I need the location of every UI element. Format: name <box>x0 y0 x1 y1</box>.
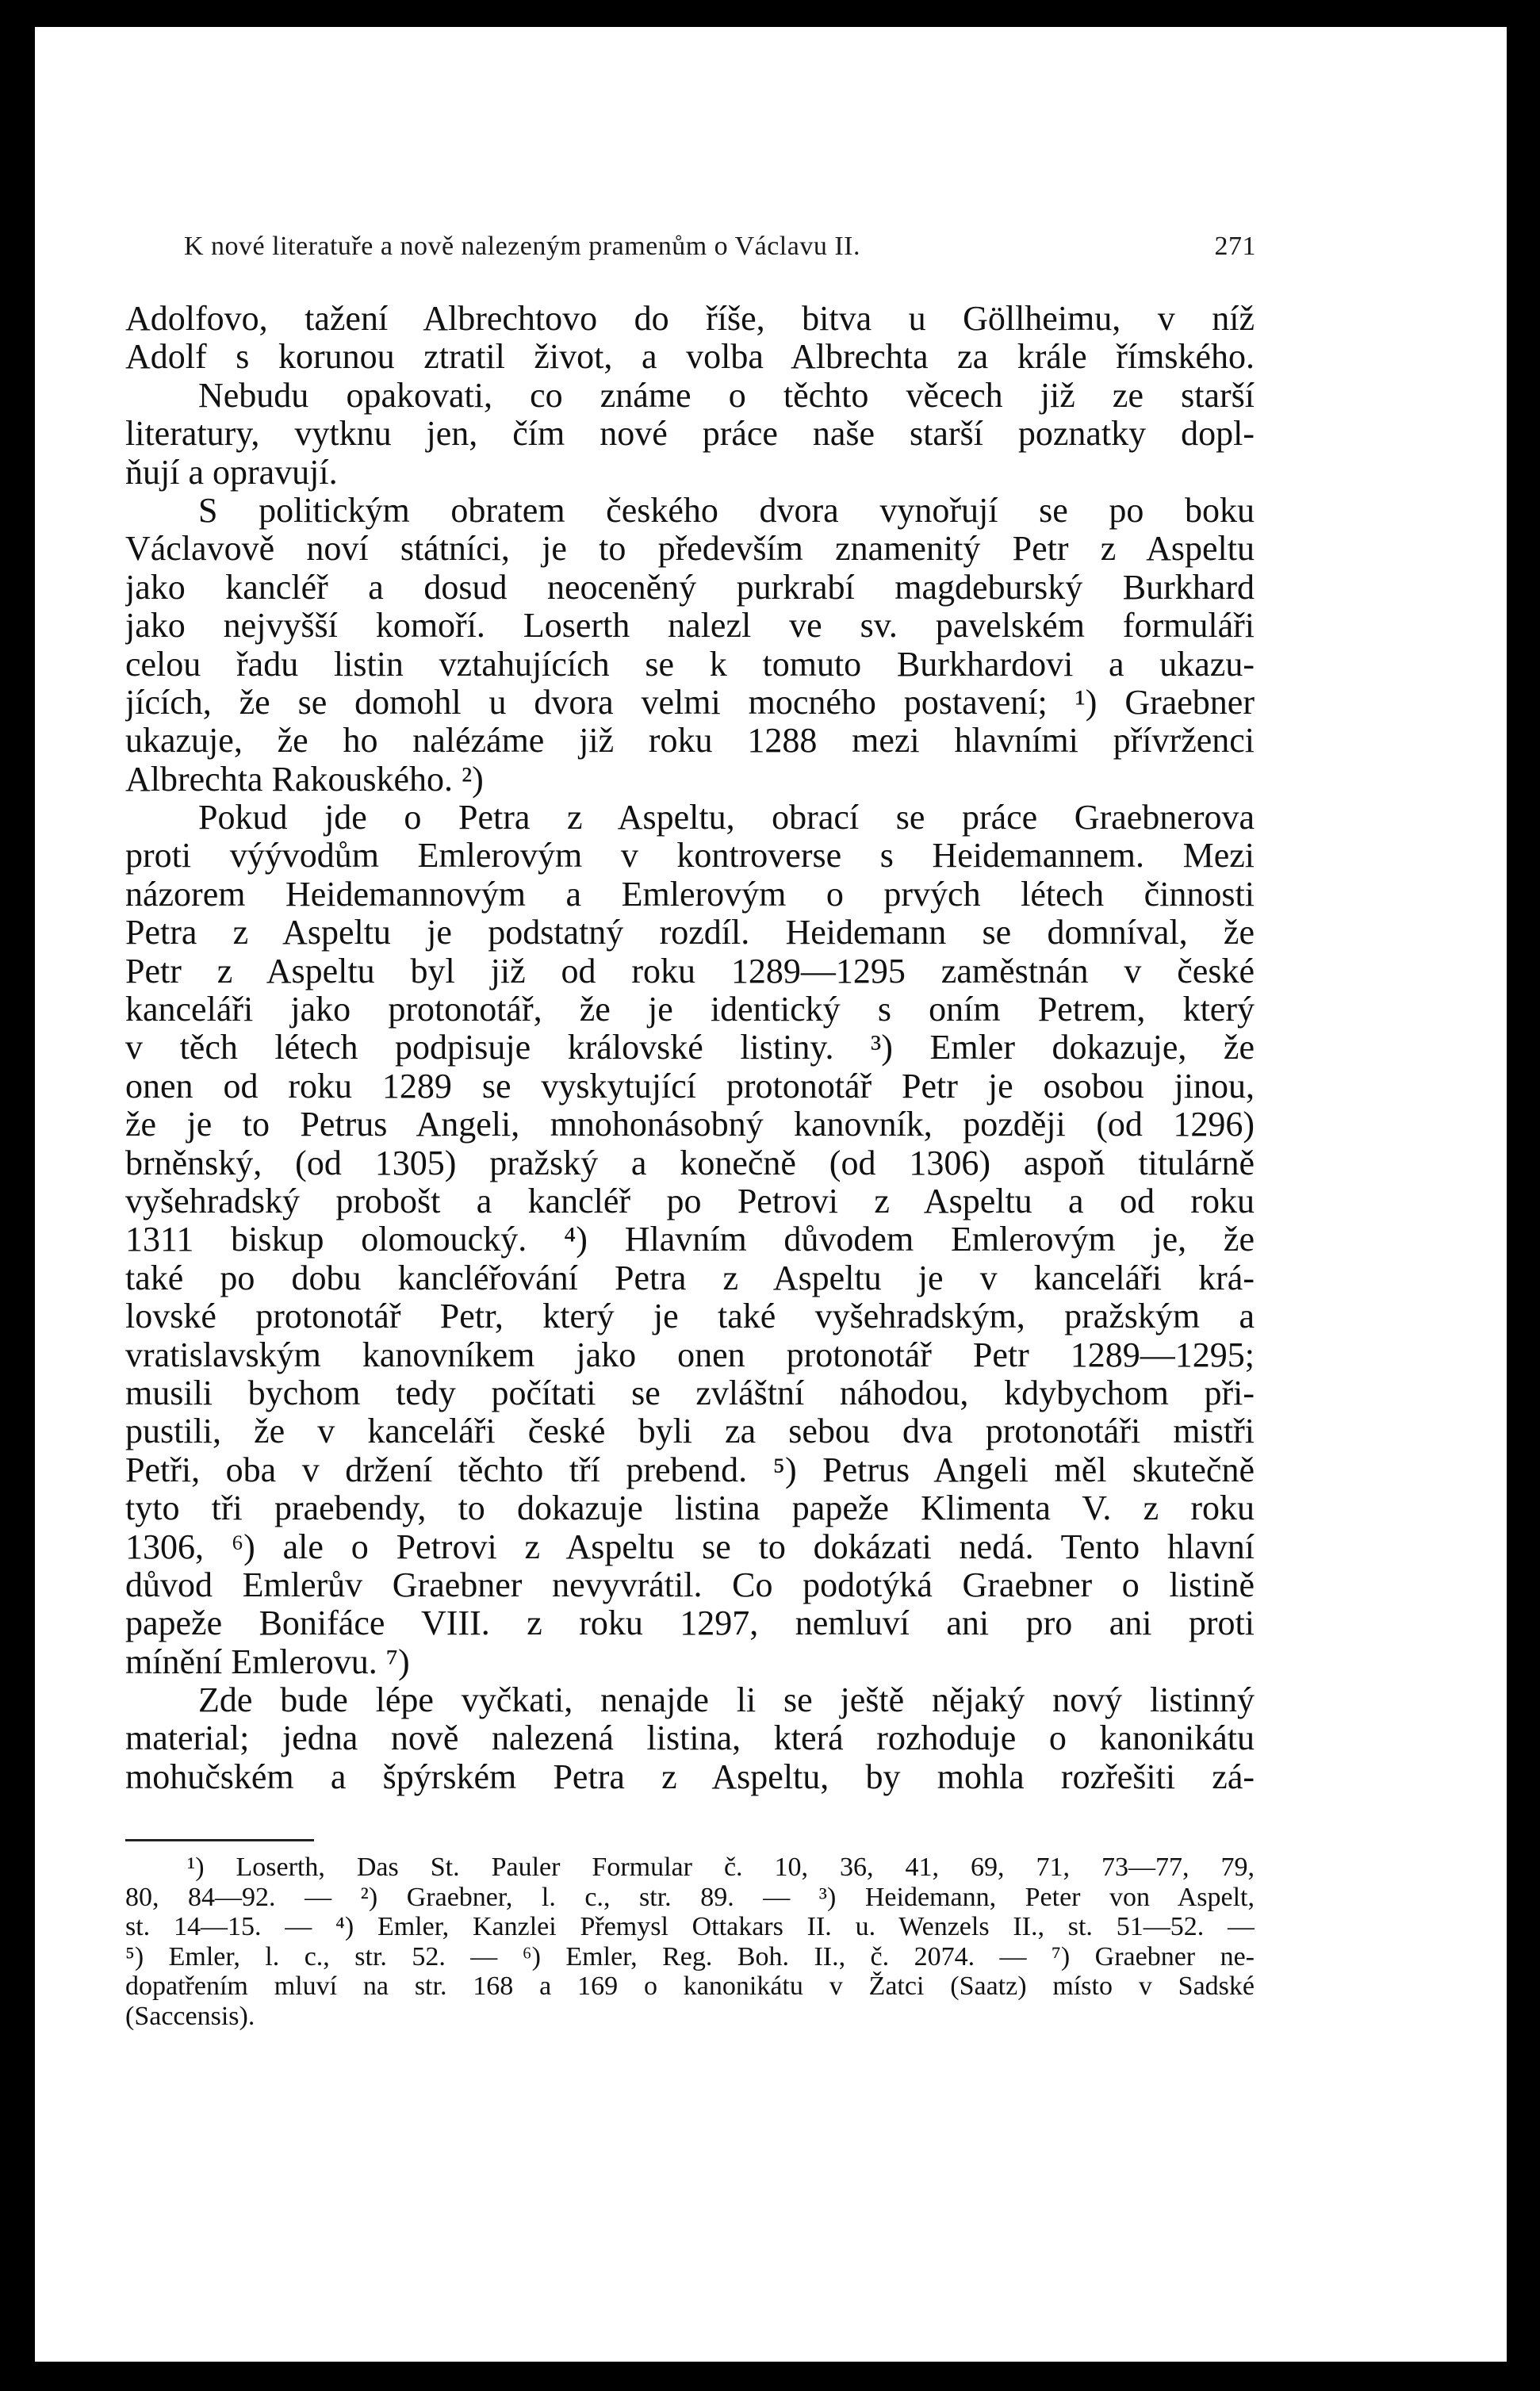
text-line: vratislavským kanovníkem jako onen protonotář Petr 1289—1295; <box>125 1335 1255 1374</box>
text-line: papeže Bonifáce VIII. z roku 1297, nemluví ani pro ani proti <box>125 1604 1255 1643</box>
text-line: ukazuje, že ho nalézáme již roku 1288 mezi hlavními přívrženci <box>125 722 1255 761</box>
text-line: ňují a opravují. <box>125 453 338 492</box>
text-line: lovské protonotář Petr, který je také vyšehradským, pražským a <box>125 1297 1255 1336</box>
text-line: jících, že se domohl u dvora velmi mocného postavení; ¹) Graebner <box>125 683 1255 722</box>
text-line: Adolfovo, tažení Albrechtovo do říše, bitva u Göllheimu, v níž <box>125 300 1255 338</box>
text-line: brněnský, (od 1305) pražský a konečně (od 1306) aspoň titulárně <box>125 1144 1255 1182</box>
body-text <box>125 300 1255 1796</box>
text-line: literatury, vytknu jen, čím nové práce naše starší poznatky dopl- <box>125 415 1255 454</box>
text-line: důvod Emlerův Graebner nevyvrátil. Co podotýká Graebner o listině <box>125 1565 1255 1604</box>
text-line: v těch létech podpisuje královské listiny. ³) Emler dokazuje, že <box>125 1029 1255 1067</box>
text-line: Nebudu opakovati, co známe o těchto věcech již ze starší <box>198 376 1255 415</box>
text-line: také po dobu kancléřování Petra z Aspeltu je v kanceláři krá- <box>125 1259 1255 1297</box>
text-line: 1311 biskup olomoucký. ⁴) Hlavním důvodem Emlerovým je, že <box>125 1220 1255 1259</box>
text-line: mohučském a špýrském Petra z Aspeltu, by mohla rozřešiti zá- <box>125 1757 1255 1796</box>
text-line: vyšehradský probošt a kancléř po Petrovi z Aspeltu a od roku <box>125 1182 1255 1220</box>
footnote-line: ⁵) Emler, l. c., str. 52. — ⁶) Emler, Reg. Boh. II., č. 2074. — ⁷) Graebner ne- <box>125 1941 1255 1971</box>
text-line: Petři, oba v držení těchto tří prebend. ⁵) Petrus Angeli měl skutečně <box>125 1450 1255 1489</box>
footnote-divider <box>125 1839 314 1841</box>
text-line: proti výývodům Emlerovým v kontroverse s Heidemannem. Mezi <box>125 837 1255 876</box>
text-line: S politickým obratem českého dvora vynořují se po boku <box>198 491 1255 530</box>
text-line: pustili, že v kanceláři české byli za sebou dva protonotáři mistři <box>125 1412 1255 1451</box>
text-line: musili bychom tedy počítati se zvláštní náhodou, kdybychom při- <box>125 1374 1255 1412</box>
text-line: Adolf s korunou ztratil život, a volba Albrechta za krále římského. <box>125 338 1255 377</box>
text-line: jako kancléř a dosud neoceněný purkrabí magdeburský Burkhard <box>125 568 1255 607</box>
footnote-line: dopatřením mluví na str. 168 a 169 o kanonikátu v Žatci (Saatz) místo v Sadské <box>125 1971 1255 2001</box>
text-line: tyto tři praebendy, to dokazuje listina papeže Klimenta V. z roku <box>125 1489 1255 1528</box>
text-line: Zde bude lépe vyčkati, nenajde li se ještě nějaký nový listinný <box>198 1681 1255 1720</box>
page-number: 271 <box>1214 232 1256 261</box>
text-line: Pokud jde o Petra z Aspeltu, obrací se práce Graebnerova <box>198 799 1255 837</box>
text-line: Petra z Aspeltu je podstatný rozdíl. Heidemann se domníval, že <box>125 914 1255 952</box>
footnotes <box>125 1853 1255 2031</box>
footnote-line: (Saccensis). <box>125 2001 255 2031</box>
text-line: onen od roku 1289 se vyskytující protonotář Petr je osobou jinou, <box>125 1067 1255 1105</box>
text-line: mínění Emlerovu. ⁷) <box>125 1642 410 1681</box>
text-line: celou řadu listin vztahujících se k tomuto Burkhardovi a ukazu- <box>125 645 1255 684</box>
footnote-line: ¹) Loserth, Das St. Pauler Formular č. 10, 36, 41, 69, 71, 73—77, 79, <box>187 1853 1255 1882</box>
text-line: Václavově noví státníci, je to především znamenitý Petr z Aspeltu <box>125 530 1255 569</box>
text-line: že je to Petrus Angeli, mnohonásobný kanovník, později (od 1296) <box>125 1105 1255 1144</box>
text-line: material; jedna nově nalezená listina, která rozhoduje o kanonikátu <box>125 1719 1255 1758</box>
footnote-line: st. 14—15. — ⁴) Emler, Kanzlei Přemysl Ottakars II. u. Wenzels II., st. 51—52. — <box>125 1912 1255 1941</box>
footnote-line: 80, 84—92. — ²) Graebner, l. c., str. 89. — ³) Heidemann, Peter von Aspelt, <box>125 1882 1255 1912</box>
text-line: názorem Heidemannovým a Emlerovým o prvých létech činnosti <box>125 875 1255 914</box>
text-line: Albrechta Rakouského. ²) <box>125 760 484 799</box>
text-line: Petr z Aspeltu byl již od roku 1289—1295 zaměstnán v české <box>125 952 1255 991</box>
text-line: 1306, ⁶) ale o Petrovi z Aspeltu se to dokázati nedá. Tento hlavní <box>125 1527 1255 1566</box>
running-head <box>184 232 1256 270</box>
running-head-title: K nové literatuře a nově nalezeným pramenům o Václavu II. <box>184 232 860 261</box>
text-line: kanceláři jako protonotář, že je identický s oním Petrem, který <box>125 991 1255 1029</box>
text-line: jako nejvyšší komoří. Loserth nalezl ve sv. pavelském formuláři <box>125 607 1255 646</box>
